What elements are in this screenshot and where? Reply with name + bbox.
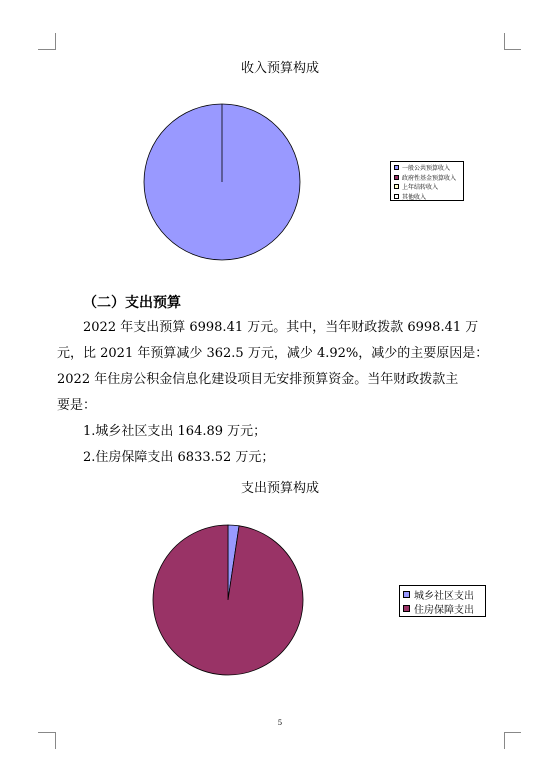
section-heading: （二）支出预算 <box>83 295 181 311</box>
legend-label: 政府性基金预算收入 <box>402 174 457 182</box>
body-line: 2.住房保障支出 6833.52 万元； <box>83 450 275 465</box>
expense-chart-title: 支出预算构成 <box>240 481 319 496</box>
legend-swatch <box>403 591 410 598</box>
legend-swatch <box>403 605 410 612</box>
body-line: 元，比 2021 年预算减少 362.5 万元，减少 4.92%，减少的主要原因是： <box>57 346 489 361</box>
legend-item <box>403 588 482 602</box>
page-number: 5 <box>277 719 283 727</box>
legend-label: 城乡社区支出 <box>414 591 474 603</box>
body-line: 要是： <box>57 398 97 413</box>
expense-legend <box>399 585 486 617</box>
legend-label: 一般公共预算收入 <box>402 165 451 173</box>
body-line: 1.城乡社区支出 164.89 万元； <box>83 424 267 439</box>
legend-label: 上年结转收入 <box>402 184 439 192</box>
legend-label: 其他收入 <box>402 193 427 201</box>
income-chart-title: 收入预算构成 <box>240 61 319 76</box>
body-line: 2022 年住房公积金信息化建设项目无安排预算资金。当年财政拨款主 <box>57 372 459 387</box>
pie-slice <box>153 525 303 675</box>
legend-item <box>403 602 482 616</box>
legend-label: 住房保障支出 <box>414 604 474 616</box>
body-line: 2022 年支出预算 6998.41 万元。其中，当年财政拨款 6998.41 万 <box>83 320 479 335</box>
